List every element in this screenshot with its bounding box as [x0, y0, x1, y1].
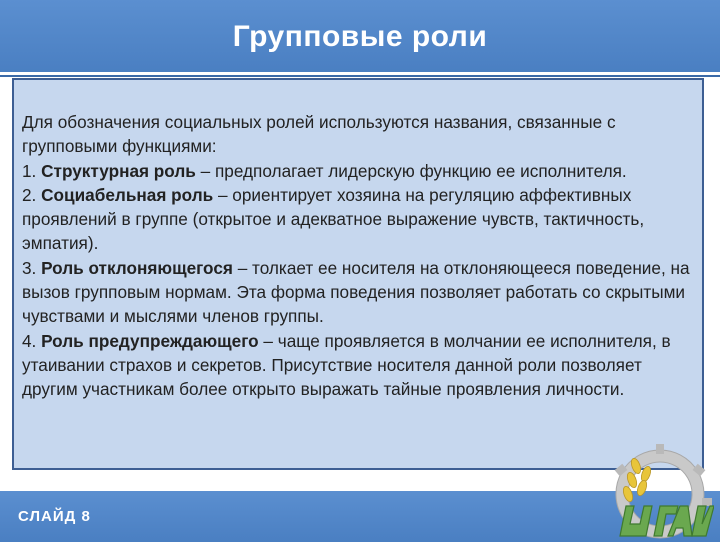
- slide-title: Групповые роли: [232, 20, 488, 53]
- item-number: 2.: [22, 184, 37, 205]
- item-text: – предполагает лидерскую функцию ее исполнителя.: [195, 160, 627, 181]
- item-term: Роль отклоняющегося: [41, 257, 233, 278]
- intro-text: Для обозначения социальных ролей используются названия, связанные с групповыми функциями:: [22, 112, 616, 157]
- item-text: – ориентирует хозяина на регуляцию аффективных проявлений в группе (открытое и адекватное выражение чувств, тактичность, эмпатия).: [22, 184, 645, 254]
- item-term: Социабельная роль: [41, 184, 214, 205]
- item-text: – толкает ее носителя на отклоняющееся поведение, на вызов групповым нормам. Эта форма поведения позволяет работать со скрытыми чувствами и мыслями членов группы.: [22, 257, 690, 327]
- list-item: [22, 159, 692, 183]
- list-item: [22, 329, 692, 402]
- item-text: – чаще проявляется в молчании ее исполнителя, в утаивании страхов и секретов. Присутствие носителя данной роли позволяет другим участникам более открыто выражать тайные проявления личности.: [22, 330, 671, 400]
- header-bar: [0, 0, 720, 75]
- university-logo-icon: [606, 444, 714, 540]
- item-number: 1.: [22, 160, 37, 181]
- item-term: Роль предупреждающего: [41, 330, 259, 351]
- slide-number: СЛАЙД 8: [18, 508, 91, 525]
- item-number: 3.: [22, 257, 37, 278]
- item-number: 4.: [22, 330, 37, 351]
- list-item: [22, 183, 692, 256]
- list-item: [22, 256, 692, 329]
- item-term: Структурная роль: [41, 160, 196, 181]
- content-box: [12, 78, 704, 470]
